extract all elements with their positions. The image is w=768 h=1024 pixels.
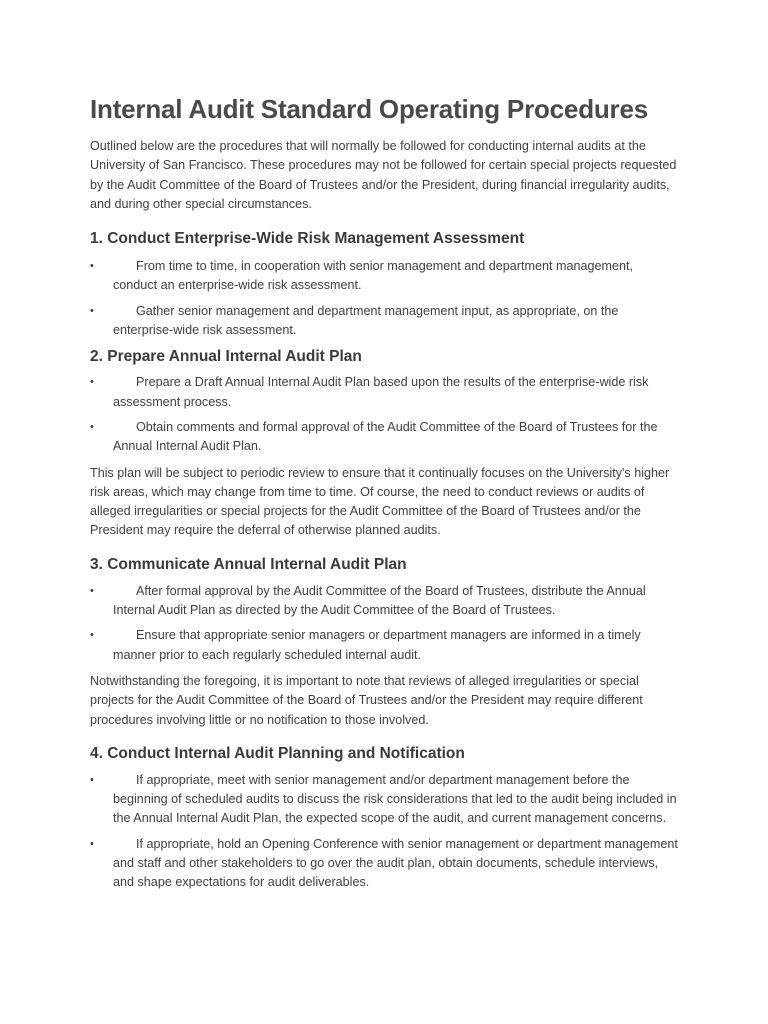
bullet-text: If appropriate, meet with senior management and/or department management before the beginning of scheduled audits to discuss the risk considerations that led to the audit being included in the Annual Internal Audit Plan, the expected scope of the audit, and current management concerns.	[113, 772, 677, 826]
list-item	[90, 771, 678, 829]
list-item	[90, 626, 678, 665]
section-2	[90, 346, 678, 540]
list-item	[90, 257, 678, 296]
bullet-icon: •	[90, 837, 94, 850]
section-3	[90, 554, 678, 730]
section-note: This plan will be subject to periodic review to ensure that it continually focuses on the University's higher risk areas, which may change from time to time. Of course, the need to conduct reviews or audits of alleged irregularities or special projects for the Audit Committee of the Board of Trustees and/or the President may require the deferral of otherwise planned audits.	[90, 465, 670, 538]
bullet-list	[90, 257, 678, 340]
bullet-icon: •	[90, 304, 94, 317]
list-item	[90, 582, 678, 621]
bullet-text: After formal approval by the Audit Committee of the Board of Trustees, distribute the Annual Internal Audit Plan as directed by the Audit Committee of the Board of Trustees.	[113, 583, 646, 618]
bullet-text: Prepare a Draft Annual Internal Audit Plan based upon the results of the enterprise-wide risk assessment process.	[113, 375, 649, 409]
intro-paragraph: Outlined below are the procedures that will normally be followed for conducting internal audits at the University of San Francisco. These procedures may not be followed for certain special projects requested by the Audit Committee of the Board of Trustees and/or the President, during financial irregularity audits, and during other special circumstances.	[90, 139, 677, 211]
bullet-icon: •	[90, 629, 94, 642]
bullet-list	[90, 771, 678, 893]
section-heading: 1. Conduct Enterprise-Wide Risk Management Assessment	[90, 230, 525, 248]
bullet-text: If appropriate, hold an Opening Conference with senior management or department management and staff and other stakeholders to go over the audit plan, obtain documents, schedule interviews, and shape expectations for audit deliverables.	[113, 836, 678, 890]
list-item	[90, 302, 678, 341]
section-4	[90, 743, 678, 893]
section-heading: 3. Communicate Annual Internal Audit Plan	[90, 555, 407, 573]
section-1	[90, 228, 678, 340]
section-note: Notwithstanding the foregoing, it is important to note that reviews of alleged irregularities or special projects for the Audit Committee of the Board of Trustees and/or the President may require different procedures involving little or no notification to those involved.	[90, 673, 643, 727]
section-heading: 4. Conduct Internal Audit Planning and Notification	[90, 744, 465, 762]
list-item	[90, 373, 678, 412]
bullet-icon: •	[90, 260, 94, 273]
bullet-icon: •	[90, 420, 94, 433]
document-title: Internal Audit Standard Operating Procedures	[90, 94, 648, 124]
bullet-text: From time to time, in cooperation with senior management and department management, conduct an enterprise-wide risk assessment.	[113, 259, 634, 293]
bullet-icon: •	[90, 773, 94, 786]
list-item	[90, 418, 678, 457]
section-heading: 2. Prepare Annual Internal Audit Plan	[90, 348, 362, 366]
bullet-icon: •	[90, 376, 94, 389]
bullet-text: Ensure that appropriate senior managers or department managers are informed in a timely manner prior to each regularly scheduled internal audit.	[113, 628, 641, 662]
bullet-text: Gather senior management and department management input, as appropriate, on the enterprise-wide risk assessment.	[113, 303, 619, 338]
bullet-icon: •	[90, 584, 94, 597]
bullet-list	[90, 373, 678, 456]
list-item	[90, 835, 678, 893]
bullet-text: Obtain comments and formal approval of the Audit Committee of the Board of Trustees for the Annual Internal Audit Plan.	[113, 419, 658, 454]
bullet-list	[90, 582, 678, 665]
